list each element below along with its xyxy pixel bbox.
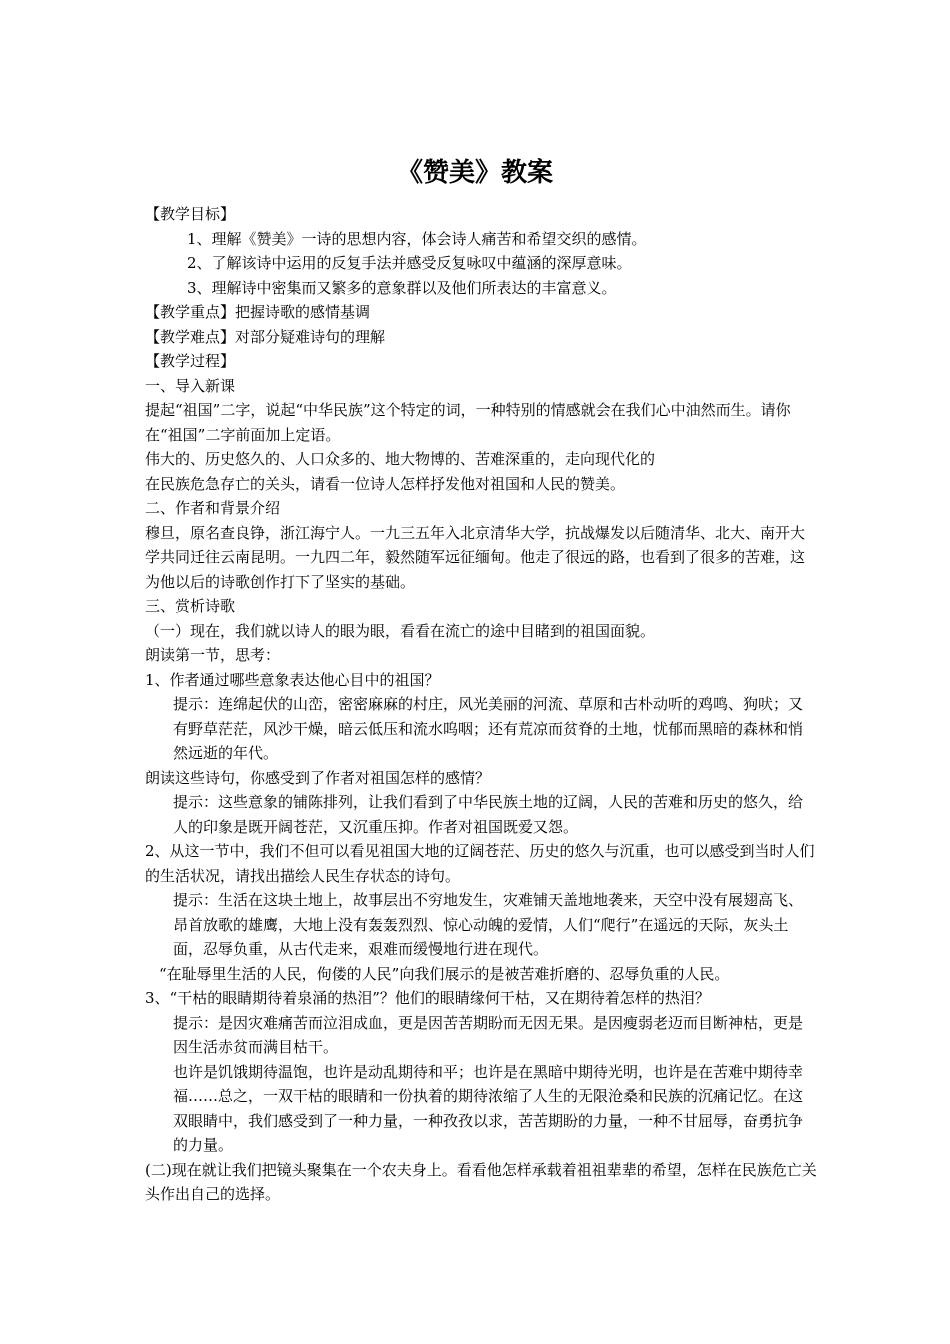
document-body xyxy=(145,202,817,1207)
hint: 提示：这些意象的铺陈排列，让我们看到了中华民族土地的辽阔，人民的苦难和历史的悠久，给人的印象是既开阔苍茫，又沉重压抑。作者对祖国既爱又怨。 xyxy=(173,793,804,836)
hint: 提示：生活在这块土地上，故事层出不穷地发生，灾难铺天盖地地袭来，天空中没有展翅高飞、昂首放歌的雄鹰，大地上没有轰轰烈烈、惊心动魄的爱情，人们“爬行”在遥远的天际，灰头土面，忍辱负重，从古代走来，艰难而缓慢地行进在现代。 xyxy=(173,891,804,958)
section-heading: 三、赏析诗歌 xyxy=(145,597,236,615)
paragraph: 朗读这些诗句，你感受到了作者对祖国怎样的感情？ xyxy=(145,768,491,787)
document-title: 《赞美》教案 xyxy=(396,158,553,188)
hint: 提示：连绵起伏的山峦，密密麻麻的村庄，风光美丽的河流、草原和古朴动听的鸡鸣、狗吠；又有野草茫茫，风沙干燥，暗云低压和流水呜咽；还有荒凉而贫脊的土地，忧郁而黑暗的森林和悄然远逝的年代。 xyxy=(173,695,804,762)
hint: 提示：是因灾难痛苦而泣泪成血，更是因苦苦期盼而无因无果。是因瘦弱老迈而目断神枯，更是因生活赤贫而满目枯干。 xyxy=(173,1013,804,1056)
section-heading: 二、作者和背景介绍 xyxy=(145,499,281,517)
paragraph: 在民族危急存亡的关头，请看一位诗人怎样抒发他对祖国和人民的赞美。 xyxy=(145,474,626,493)
hint: 也许是饥饿期待温饱，也许是动乱期待和平；也许是在黑暗中期待光明，也许是在苦难中期待幸福……总之，一双干枯的眼睛和一份执着的期待浓缩了人生的无限沧桑和民族的沉痛记忆。在这双眼睛中，我们感受到了一种力量，一种孜孜以求，苦苦期盼的力量，一种不甘屈辱，奋勇抗争的力量。 xyxy=(173,1062,804,1154)
difficulty: 【教学难点】对部分疑难诗句的理解 xyxy=(145,327,386,346)
objective-item: 2、了解该诗中运用的反复手法并感受反复咏叹中蕴涵的深厚意味。 xyxy=(187,254,632,272)
objective-item: 3、理解诗中密集而又繁多的意象群以及他们所表达的丰富意义。 xyxy=(187,278,617,297)
question: 3、“干枯的眼睛期待着泉涌的热泪”？他们的眼睛缘何干枯，又在期待着怎样的热泪？ xyxy=(145,989,710,1007)
objective-item: 1、理解《赞美》一诗的思想内容，体会诗人痛苦和希望交织的感情。 xyxy=(187,229,647,248)
subsection-heading: (二)现在就让我们把镜头聚集在一个农夫身上。看看他怎样承载着祖祖辈辈的希望，怎样在民族危亡关头作出自己的选择。 xyxy=(145,1160,817,1203)
paragraph: “在耻辱里生活的人民，佝偻的人民”向我们展示的是被苦难折磨的、忍辱负重的人民。 xyxy=(159,964,730,983)
paragraph: 朗读第一节，思考： xyxy=(145,646,281,664)
question: 2、从这一节中，我们不但可以看见祖国大地的辽阔苍茫、历史的悠久与沉重，也可以感受到当时人们的生活状况，请找出描绘人民生存状态的诗句。 xyxy=(145,842,815,885)
subsection-heading: （一）现在，我们就以诗人的眼为眼，看看在流亡的途中目睹到的祖国面貌。 xyxy=(145,621,656,640)
objectives-heading: 【教学目标】 xyxy=(145,205,236,223)
question: 1、作者通过哪些意象表达他心目中的祖国？ xyxy=(145,670,440,689)
paragraph: 伟大的、历史悠久的、人口众多的、地大物博的、苦难深重的，走向现代化的 xyxy=(145,450,656,468)
paragraph: 提起“祖国”二字，说起“中华民族”这个特定的词，一种特别的情感就会在我们心中油然而生。请你在“祖国”二字前面加上定语。 xyxy=(145,401,791,444)
paragraph: 穆旦，原名查良铮，浙江海宁人。一九三五年入北京清华大学，抗战爆发以后随清华、北大、南开大学共同迁往云南昆明。一九四二年，毅然随军远征缅甸。他走了很远的路，也看到了很多的苦难，这为他以后的诗歌创作打下了坚实的基础。 xyxy=(145,523,806,591)
section-heading: 一、导入新课 xyxy=(145,376,236,395)
key-point: 【教学重点】把握诗歌的感情基调 xyxy=(145,303,371,321)
process-heading: 【教学过程】 xyxy=(145,352,236,370)
